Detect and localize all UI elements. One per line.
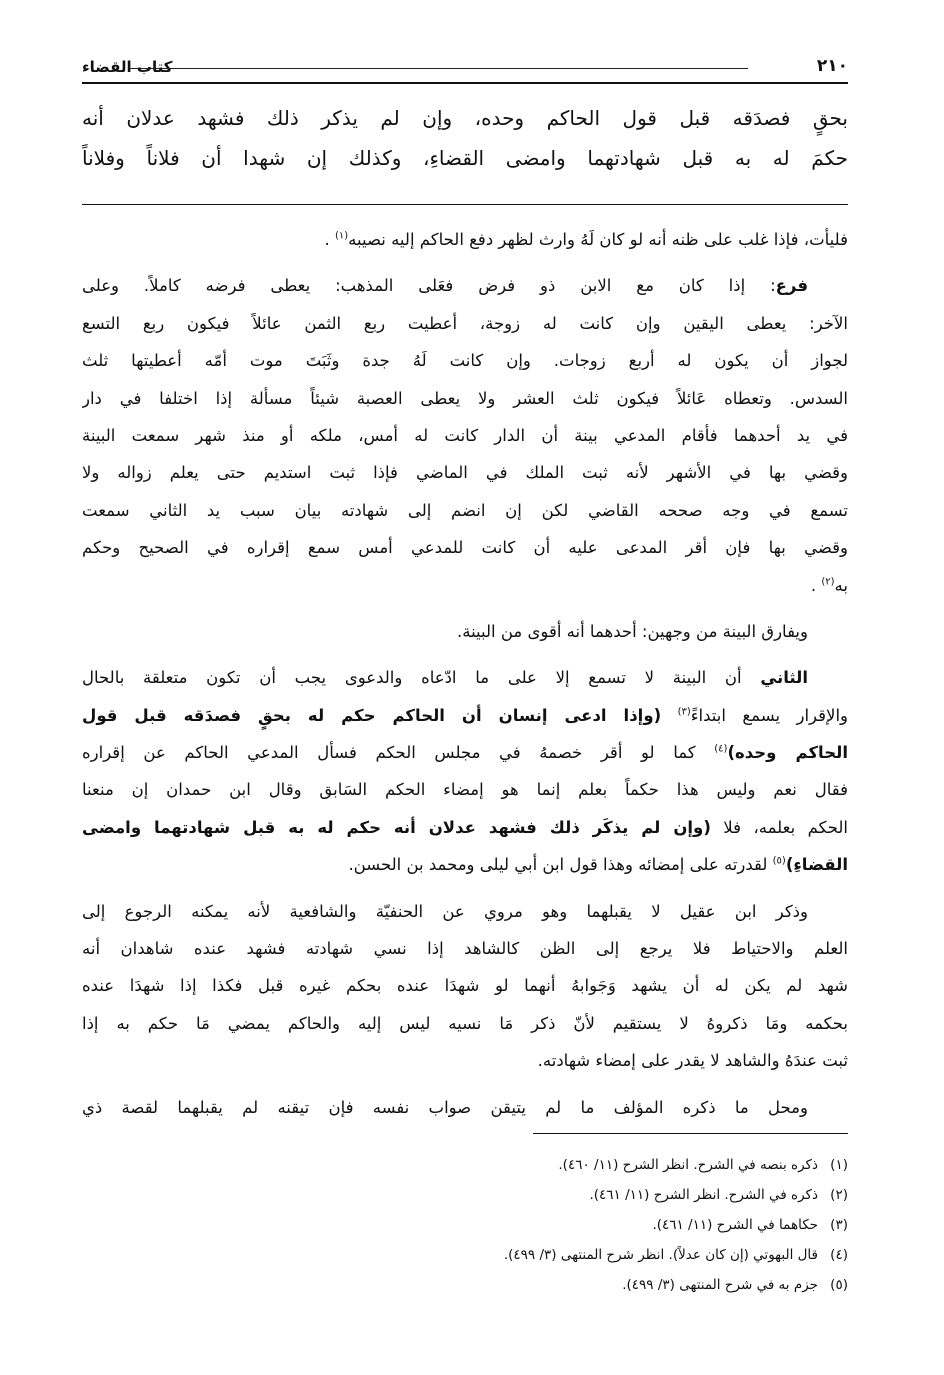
footnote-rule (533, 1133, 848, 1134)
text-line (82, 417, 848, 454)
text-segment: وقضي بها فإن أقر المدعى عليه أن كانت للمدعي أمس سمع إقراره في الصحيح وحكم (82, 538, 848, 558)
text-segment: بحكمه ومَا ذكروهُ لا يستقيم لأنّ ذكر مَا نسيه ليس إليه والحاكم يمضي مَا حكم به إذا (82, 1013, 848, 1033)
paragraph (82, 893, 848, 1080)
text-segment: : إذا كان مع الابن ذو فرض فعَلى المذهب: يعطى فرضه كاملاً. وعلى (82, 276, 776, 296)
footnote (148, 1150, 848, 1180)
text-line (82, 267, 848, 304)
text-line (82, 380, 848, 417)
paragraph (82, 267, 848, 604)
text-segment: الحكم بعلمه، فلا (710, 817, 848, 837)
footnote-marker: (٥) (772, 855, 786, 867)
footnote-number: (٣) (830, 1217, 848, 1233)
text-line (82, 659, 848, 696)
footnote-text: ذكره بنصه في الشرح. انظر الشرح (١١/ ٤٦٠). (558, 1157, 818, 1173)
text-line (82, 734, 848, 771)
bold-text: (وإن لم يذكَر ذلك فشهد عدلان أنه حكم له به قبل شهادتهما وامضى (82, 817, 711, 837)
matn-separator (82, 204, 848, 205)
text-segment: شهد لم يكن له أن يشهد وَجَوابهُ أنهما لو شهدَا عنده بحكم غيره قبل فكذا إذا شهدَا عنده (82, 976, 848, 996)
text-segment: والإقرار يسمع ابتداءً (690, 705, 848, 725)
footnote-number: (٥) (830, 1277, 848, 1293)
text-segment: فقال نعم وليس هذا حكماً بعلم إنما هو إمضاء الحكم السَابق وقال ابن حمدان إن منعنا (82, 780, 848, 800)
text-line (82, 138, 848, 178)
text-line (82, 771, 848, 808)
header-dash-line (130, 68, 748, 69)
text-line (82, 967, 848, 1004)
text-segment: أن البينة لا تسمع إلا على ما ادّعاه والدعوى يجب أن تكون متعلقة بالحال (82, 668, 761, 688)
footnote-marker: (١) (334, 230, 349, 242)
text-segment: حكمَ له به قبل شهادتهما وامضى القضاءِ، وكذلك إن شهدا أن فلاناً وفلاناً (82, 146, 848, 170)
text-segment: . (324, 230, 335, 249)
text-line (82, 846, 848, 883)
text-segment: لقدرته على إمضائه وهذا قول ابن أبي ليلى ومحمد بن الحسن. (348, 855, 773, 875)
paragraph (82, 659, 848, 883)
footnote-text: قال البهوتي (إن كان عدلاً). انظر شرح المنتهى (٣/ ٤٩٩). (503, 1247, 818, 1263)
text-line (82, 1005, 848, 1042)
footnote-text: حكاهما في الشرح (١١/ ٤٦١). (652, 1217, 818, 1233)
text-line (82, 492, 848, 529)
text-line (82, 893, 848, 930)
text-line (82, 454, 848, 491)
text-segment (661, 706, 677, 725)
text-line (82, 809, 848, 846)
text-segment: وقضي بها في الأشهر لأنه ثبت الملك في الماضي فإذا ثبت استديم حتى يعلم زواله ولا (82, 463, 848, 483)
bold-text: الثاني (760, 668, 808, 688)
text-segment: . (810, 575, 822, 595)
footnote-text: ذكره في الشرح. انظر الشرح (١١/ ٤٦١). (589, 1187, 818, 1203)
text-segment: ثبت عندَهُ والشاهد لا يقدر على إمضاء شهادته. (537, 1051, 848, 1071)
header-rule (82, 82, 848, 84)
paragraph (82, 221, 848, 258)
text-line (82, 529, 848, 566)
page-number: ٢١٠ (816, 56, 848, 76)
footnote (148, 1240, 848, 1270)
text-line (82, 98, 848, 138)
footnote-marker: (٢) (821, 576, 835, 588)
paragraph (82, 613, 848, 650)
text-line (82, 342, 848, 379)
footnote-text: جزم به في شرح المنتهى (٣/ ٤٩٩). (622, 1277, 818, 1293)
text-line (82, 930, 848, 967)
text-segment: الآخر: يعطى اليقين وإن كانت له زوجة، أعطيت ربع الثمن عائلاً فيكون ربع التسع (82, 313, 848, 333)
commentary-text (82, 221, 848, 1135)
text-line (82, 697, 848, 734)
text-segment: فليأت، فإذا غلب على ظنه أنه لو كان لَهُ وارث لظهر دفع الحاكم إليه نصيبه (348, 230, 848, 249)
text-line (82, 613, 848, 650)
text-segment: وذكر ابن عقيل لا يقبلهما وهو مروي عن الحنفيّة والشافعية لأنه يمكنه الرجوع إلى (82, 901, 808, 921)
text-segment: بحقٍ فصدَقه قبل قول الحاكم وحده، وإن لم يذكر ذلك فشهد عدلان أنه (82, 106, 848, 130)
paragraph (82, 1089, 848, 1126)
text-segment: لجواز أن يكون له أربع زوجات. وإن كانت لَهُ جدة وثَبَتَ موت أمّه أعطيتها ثلث (82, 351, 848, 371)
footnote (148, 1210, 848, 1240)
matn-text (82, 98, 848, 178)
text-segment: السدس. وتعطاه عَائلاً فيكون ثلث العشر ولا يعطى العصبة شيئاً مسألة إذا اختلفا في دار (82, 388, 848, 408)
text-line (82, 305, 848, 342)
text-line (82, 567, 848, 604)
footnote-marker: (٤) (714, 743, 728, 755)
text-segment: تسمع في وجه صححه القاضي لكن إن انضم إلى شهادته بيان سبب يد الثاني سمعت (82, 500, 848, 520)
bold-text: الحاكم وحده) (727, 743, 848, 763)
text-segment: في يد أحدهما فأقام المدعي بينة أن الدار كانت له أمس، ملكه أو منذ شهر سمعت البينة (82, 425, 848, 445)
bold-text: (وإذا ادعى إنسان أن الحاكم حكم له بحقٍ فصدَقه قبل قول (82, 705, 662, 725)
running-header (82, 50, 848, 76)
text-segment: ويفارق البينة من وجهين: أحدهما أنه أقوى من البينة. (456, 621, 808, 641)
text-line (82, 1042, 848, 1079)
footnote-number: (٢) (830, 1187, 848, 1203)
text-line (82, 1089, 848, 1126)
bold-text: القضاءِ) (785, 855, 848, 875)
footnote-marker: (٣) (677, 706, 691, 718)
footnote-number: (١) (830, 1157, 848, 1173)
text-segment: ومحل ما ذكره المؤلف ما لم يتيقن صواب نفسه فإن تيقنه لم يقبلهما لقصة ذي (82, 1097, 808, 1117)
text-segment: كما لو أقر خصمهُ في مجلس الحكم فسأل المدعي الحاكم عن إقراره (82, 743, 715, 763)
footnote-number: (٤) (830, 1247, 848, 1263)
text-segment: به (834, 575, 848, 595)
bold-text: فرع (775, 276, 808, 296)
footnote (148, 1180, 848, 1210)
text-line (82, 221, 848, 258)
footnotes (148, 1150, 848, 1300)
footnote (148, 1270, 848, 1300)
text-segment: العلم والاحتياط فلا يرجع إلى الظن كالشاهد إذا نسي شهادته فشهد عنده شاهدان أنه (82, 939, 848, 959)
chapter-title: كتاب القضاء (82, 58, 173, 76)
